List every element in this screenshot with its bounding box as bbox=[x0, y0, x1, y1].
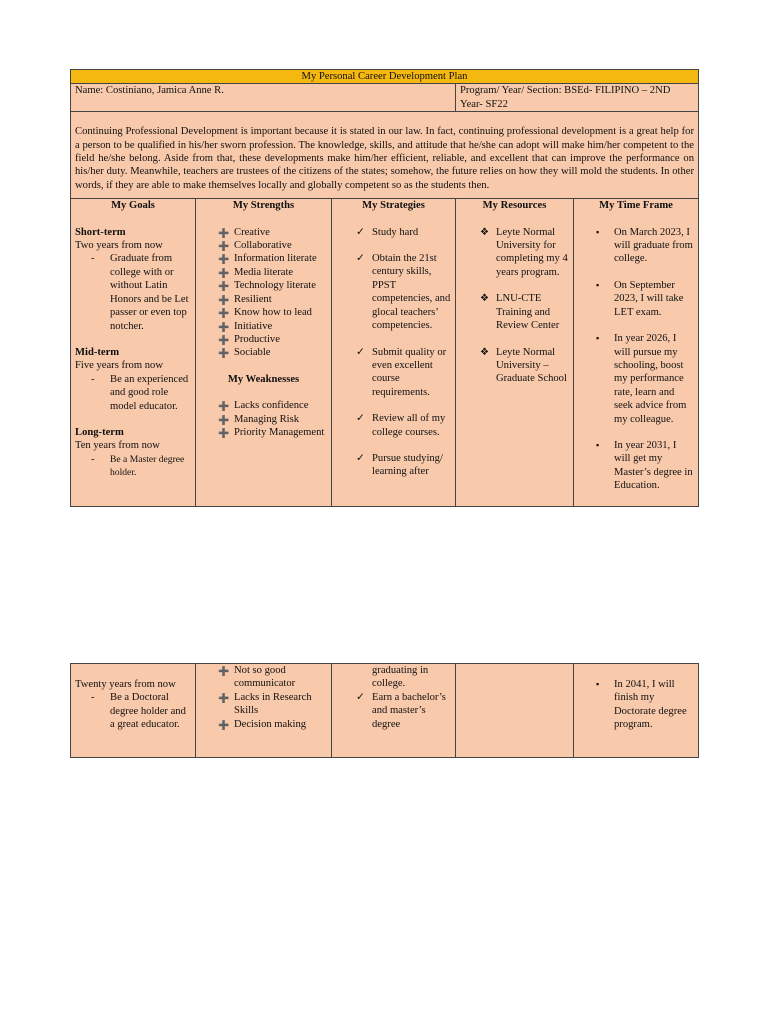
program-field: Program/ Year/ Section: BSEd- FILIPINO – 2ND Year- SF22 bbox=[456, 84, 699, 112]
long-term-list-2 bbox=[75, 691, 191, 731]
list-item: ➕ Information literate bbox=[200, 252, 327, 265]
strategy-continued-text: graduating in college. bbox=[372, 665, 429, 690]
strategies-column bbox=[332, 199, 456, 507]
square-bullet-icon: ▪ bbox=[596, 333, 600, 344]
long-term-list bbox=[75, 453, 191, 480]
arrow-bullet-icon: ➕ bbox=[218, 334, 230, 345]
strategies-column-continued bbox=[332, 664, 456, 758]
mid-term-period: Five years from now bbox=[75, 360, 163, 372]
long-term-label: Long-term bbox=[75, 426, 124, 438]
list-item: ➕ Managing Risk bbox=[200, 413, 327, 426]
list-item: ✓ Obtain the 21st century skills, PPST competencies, and glocal teachers’ competencies. bbox=[356, 253, 451, 332]
list-item: ✓ Submit quality or even excellent course requirements. bbox=[356, 346, 447, 398]
list-item: ➕ Initiative bbox=[200, 320, 327, 333]
plan-title: My Personal Career Development Plan bbox=[71, 70, 699, 84]
list-item: ➕ Collaborative bbox=[200, 239, 327, 252]
arrow-bullet-icon: ➕ bbox=[218, 401, 230, 412]
arrow-bullet-icon: ➕ bbox=[218, 692, 230, 703]
checkmark-icon: ✓ bbox=[356, 253, 365, 265]
list-item: ➕ Not so good communicator bbox=[218, 665, 296, 690]
arrow-bullet-icon: ➕ bbox=[218, 267, 230, 278]
square-bullet-icon: ▪ bbox=[596, 226, 600, 237]
list-item: ➕ Priority Management bbox=[200, 426, 327, 439]
long-term-period: Ten years from now bbox=[75, 440, 160, 452]
list-item: ➕ Lacks confidence bbox=[200, 399, 327, 412]
arrow-bullet-icon: ➕ bbox=[218, 414, 230, 425]
resources-header: My Resources bbox=[482, 200, 547, 212]
timeframe-header: My Time Frame bbox=[599, 200, 673, 212]
list-item: ✓ Review all of my college courses. bbox=[356, 413, 446, 438]
checkmark-icon: ✓ bbox=[356, 346, 365, 358]
long-term-period-2: Twenty years from now bbox=[75, 679, 176, 690]
intro-paragraph: Continuing Professional Development is important because it is stated in our law. In fact, continuing professional development is a great help for a person to be qualified in his/her sworn profession. The knowledge, skills, and attitude that he/she can adopt will make him/her competent to the field he/she belong. Aside from that, these developments make him/her efficient, reliable, and excellent that can improve the performance on his/her duty. Meanwhile, teachers are trustees of the citizens of the states; somehow, the future relies on how they will mold the students. In other words, if they are able to make themselves locally and globally competent so as the students then. bbox=[71, 112, 699, 199]
list-item: ➕ Know how to lead bbox=[200, 306, 327, 319]
list-item: ✓ Pursue studying/ learning after bbox=[356, 452, 443, 478]
strengths-header: My Strengths bbox=[232, 200, 295, 212]
diamond-bullet-icon: ❖ bbox=[480, 226, 489, 238]
mid-term-list bbox=[75, 373, 191, 413]
list-item: ➕ Media literate bbox=[200, 266, 327, 279]
arrow-bullet-icon: ➕ bbox=[218, 227, 230, 238]
list-item: ▪ On September 2023, I will take LET exam. bbox=[596, 279, 684, 318]
list-item: ❖ Leyte Normal University – Graduate School bbox=[480, 346, 567, 385]
list-item: - Be a Doctoral degree holder and a great educator. bbox=[91, 692, 186, 731]
square-bullet-icon: ▪ bbox=[596, 279, 600, 290]
arrow-bullet-icon: ➕ bbox=[218, 348, 230, 359]
arrow-bullet-icon: ➕ bbox=[218, 427, 230, 438]
list-item: ✓ Study hard bbox=[356, 226, 419, 238]
list-item: ➕ Creative bbox=[200, 226, 327, 239]
strategies-header: My Strategies bbox=[362, 200, 425, 212]
short-term-label: Short-term bbox=[75, 226, 126, 238]
diamond-bullet-icon: ❖ bbox=[480, 346, 489, 358]
list-item: ✓ Earn a bachelor’s and master’s degree bbox=[356, 691, 446, 730]
checkmark-icon: ✓ bbox=[356, 452, 365, 464]
arrow-bullet-icon: ➕ bbox=[218, 254, 230, 265]
resources-list bbox=[460, 226, 569, 386]
list-item: ❖ LNU-CTE Training and Review Center bbox=[480, 293, 560, 332]
arrow-bullet-icon: ➕ bbox=[218, 321, 230, 332]
list-item: ▪ In 2041, I will finish my Doctorate degree program. bbox=[596, 679, 687, 731]
list-item: ➕ Resilient bbox=[200, 293, 327, 306]
timeframe-column-continued bbox=[574, 664, 699, 758]
goals-header: My Goals bbox=[111, 200, 155, 212]
list-item: ▪ In year 2026, I will pursue my schooling, boost my performance rate, learn and seek advice from my colleague. bbox=[596, 333, 687, 425]
career-plan-table-continued bbox=[70, 663, 699, 758]
short-term-period: Two years from now bbox=[75, 240, 163, 252]
checkmark-icon: ✓ bbox=[356, 691, 365, 703]
list-item: ▪ On March 2023, I will graduate from college. bbox=[596, 226, 693, 265]
strategies-list-continued bbox=[336, 691, 451, 731]
arrow-bullet-icon: ➕ bbox=[218, 281, 230, 292]
list-item: - Be a Master degree holder. bbox=[91, 453, 185, 479]
timeframe-column bbox=[574, 199, 699, 507]
list-item: ▪ In year 2031, I will get my Master’s degree in Education. bbox=[596, 439, 693, 492]
name-field: Name: Costiniano, Jamica Anne R. bbox=[71, 84, 456, 112]
career-plan-table bbox=[70, 69, 699, 507]
weaknesses-list bbox=[200, 399, 327, 439]
weaknesses-list-continued bbox=[200, 664, 327, 731]
timeframe-list bbox=[578, 226, 694, 493]
arrow-bullet-icon: ➕ bbox=[218, 666, 230, 676]
goals-column-continued bbox=[71, 664, 196, 758]
short-term-list bbox=[75, 252, 191, 332]
strategies-list bbox=[336, 226, 451, 479]
square-bullet-icon: ▪ bbox=[596, 679, 600, 689]
checkmark-icon: ✓ bbox=[356, 413, 365, 425]
diamond-bullet-icon: ❖ bbox=[480, 293, 489, 305]
list-item: ➕ Sociable bbox=[200, 346, 327, 359]
checkmark-icon: ✓ bbox=[356, 226, 365, 238]
list-item: - Be an experienced and good role model educator. bbox=[91, 373, 189, 412]
arrow-bullet-icon: ➕ bbox=[218, 308, 230, 319]
goals-column bbox=[71, 199, 196, 507]
resources-column bbox=[456, 199, 574, 507]
arrow-bullet-icon: ➕ bbox=[218, 294, 230, 305]
resources-column-continued bbox=[456, 664, 574, 758]
weaknesses-column-continued bbox=[196, 664, 332, 758]
square-bullet-icon: ▪ bbox=[596, 439, 600, 450]
list-item: ❖ Leyte Normal University for completing my 4 years program. bbox=[480, 226, 568, 278]
strengths-column bbox=[196, 199, 332, 507]
list-item: ➕ Productive bbox=[200, 333, 327, 346]
strengths-list bbox=[200, 226, 327, 360]
timeframe-list-continued bbox=[578, 678, 694, 732]
arrow-bullet-icon: ➕ bbox=[218, 719, 230, 730]
list-item: ➕ Lacks in Research Skills bbox=[218, 691, 312, 717]
list-item: - Graduate from college with or without Latin Honors and be Let passer or even top notcher. bbox=[91, 253, 189, 332]
list-item: ➕ Technology literate bbox=[200, 279, 327, 292]
weaknesses-header: My Weaknesses bbox=[227, 373, 300, 385]
arrow-bullet-icon: ➕ bbox=[218, 241, 230, 252]
list-item: ➕ Decision making bbox=[200, 718, 327, 731]
mid-term-label: Mid-term bbox=[75, 346, 120, 358]
